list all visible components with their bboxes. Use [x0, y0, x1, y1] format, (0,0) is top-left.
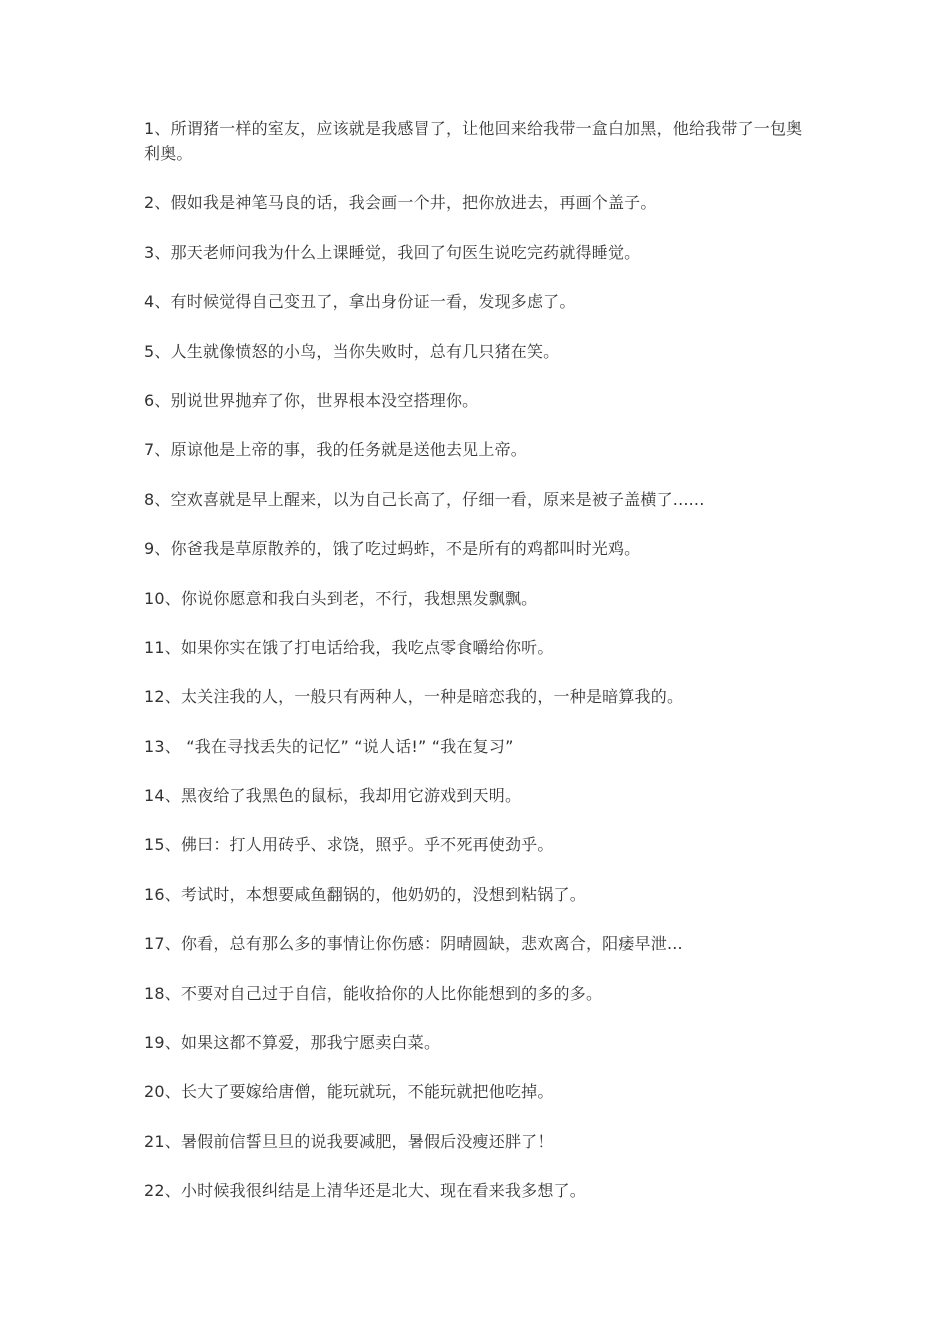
list-item: 16、考试时，本想要咸鱼翻锅的，他奶奶的，没想到粘锅了。	[144, 884, 586, 904]
list-item: 12、太关注我的人，一般只有两种人，一种是暗恋我的，一种是暗算我的。	[144, 687, 684, 707]
joke-list	[144, 116, 804, 1228]
list-item: 20、长大了要嫁给唐僧，能玩就玩，不能玩就把他吃掉。	[144, 1082, 554, 1102]
list-item: 14、黑夜给了我黑色的鼠标，我却用它游戏到天明。	[144, 786, 522, 806]
list-item: 7、原谅他是上帝的事，我的任务就是送他去见上帝。	[144, 440, 527, 460]
list-item: 4、有时候觉得自己变丑了，拿出身份证一看，发现多虑了。	[144, 292, 576, 312]
list-item: 15、佛曰：打人用砖乎、求饶，照乎。乎不死再使劲乎。	[144, 835, 554, 855]
list-item: 22、小时候我很纠结是上清华还是北大、现在看来我多想了。	[144, 1181, 586, 1201]
list-item: 11、如果你实在饿了打电话给我，我吃点零食嚼给你听。	[144, 637, 554, 657]
list-item: 5、人生就像愤怒的小鸟，当你失败时，总有几只猪在笑。	[144, 341, 560, 361]
list-item: 3、那天老师问我为什么上课睡觉，我回了句医生说吃完药就得睡觉。	[144, 242, 641, 262]
list-item: 10、你说你愿意和我白头到老，不行，我想黑发飘飘。	[144, 588, 538, 608]
list-item: 18、不要对自己过于自信，能收拾你的人比你能想到的多的多。	[144, 983, 603, 1003]
list-item: 2、假如我是神笔马良的话，我会画一个井，把你放进去，再画个盖子。	[144, 193, 657, 213]
list-item: 13、 “我在寻找丢失的记忆” “说人话!” “我在复习”	[144, 736, 514, 756]
list-item: 9、你爸我是草原散养的，饿了吃过蚂蚱，不是所有的鸡都叫时光鸡。	[144, 539, 641, 559]
list-item: 6、别说世界抛弃了你，世界根本没空搭理你。	[144, 390, 479, 410]
list-item: 1、所谓猪一样的室友，应该就是我感冒了，让他回来给我带一盒白加黑，他给我带了一包奥利奥。	[144, 119, 803, 163]
list-item: 21、暑假前信誓旦旦的说我要减肥，暑假后没瘦还胖了！	[144, 1131, 554, 1151]
list-item: 17、你看，总有那么多的事情让你伤感：阴晴圆缺，悲欢离合，阳痿早泄...	[144, 934, 683, 954]
list-item: 8、空欢喜就是早上醒来，以为自己长高了，仔细一看，原来是被子盖横了......	[144, 489, 705, 509]
list-item: 19、如果这都不算爱，那我宁愿卖白菜。	[144, 1033, 441, 1053]
